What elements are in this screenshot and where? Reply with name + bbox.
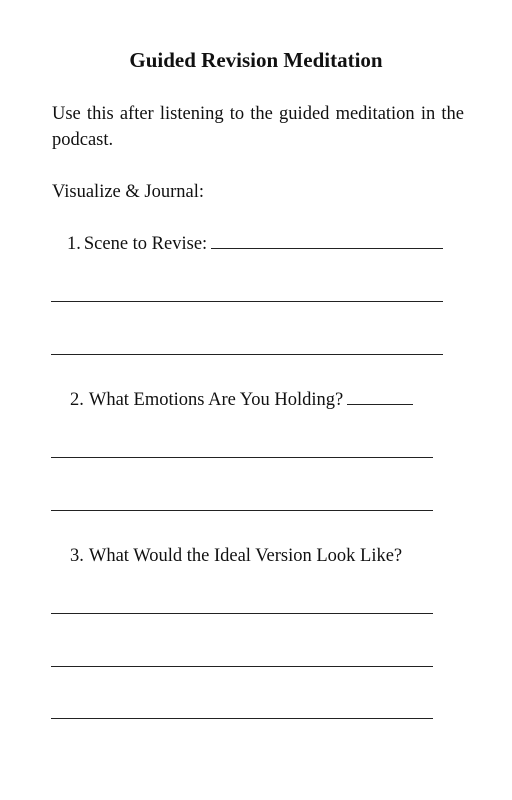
- question-2-inline-answer-line[interactable]: [347, 388, 413, 405]
- question-2-answer-line-1[interactable]: [51, 457, 433, 458]
- question-1-answer-line-1[interactable]: [51, 301, 443, 302]
- question-3-answer-line-1[interactable]: [51, 613, 433, 614]
- question-3-number: 3.: [70, 546, 84, 566]
- question-3-answer-line-3[interactable]: [51, 718, 433, 719]
- question-2-number: 2.: [70, 390, 84, 410]
- question-1-text: Scene to Revise:: [83, 234, 208, 254]
- question-1-inline-answer-line[interactable]: [211, 232, 443, 249]
- question-3-text: What Would the Ideal Version Look Like?: [88, 546, 403, 566]
- question-2-text: What Emotions Are You Holding?: [88, 390, 344, 410]
- question-1-number: 1.: [67, 234, 81, 254]
- question-1-answer-line-2[interactable]: [51, 354, 443, 355]
- question-2: [70, 388, 413, 412]
- page-title: Guided Revision Meditation: [129, 48, 383, 72]
- question-3-answer-line-2[interactable]: [51, 666, 433, 667]
- intro-paragraph: Use this after listening to the guided meditation in the podcast.: [52, 104, 464, 150]
- question-1: [67, 232, 443, 256]
- question-2-answer-line-2[interactable]: [51, 510, 433, 511]
- question-3: [70, 544, 402, 568]
- section-label: Visualize & Journal:: [52, 182, 204, 202]
